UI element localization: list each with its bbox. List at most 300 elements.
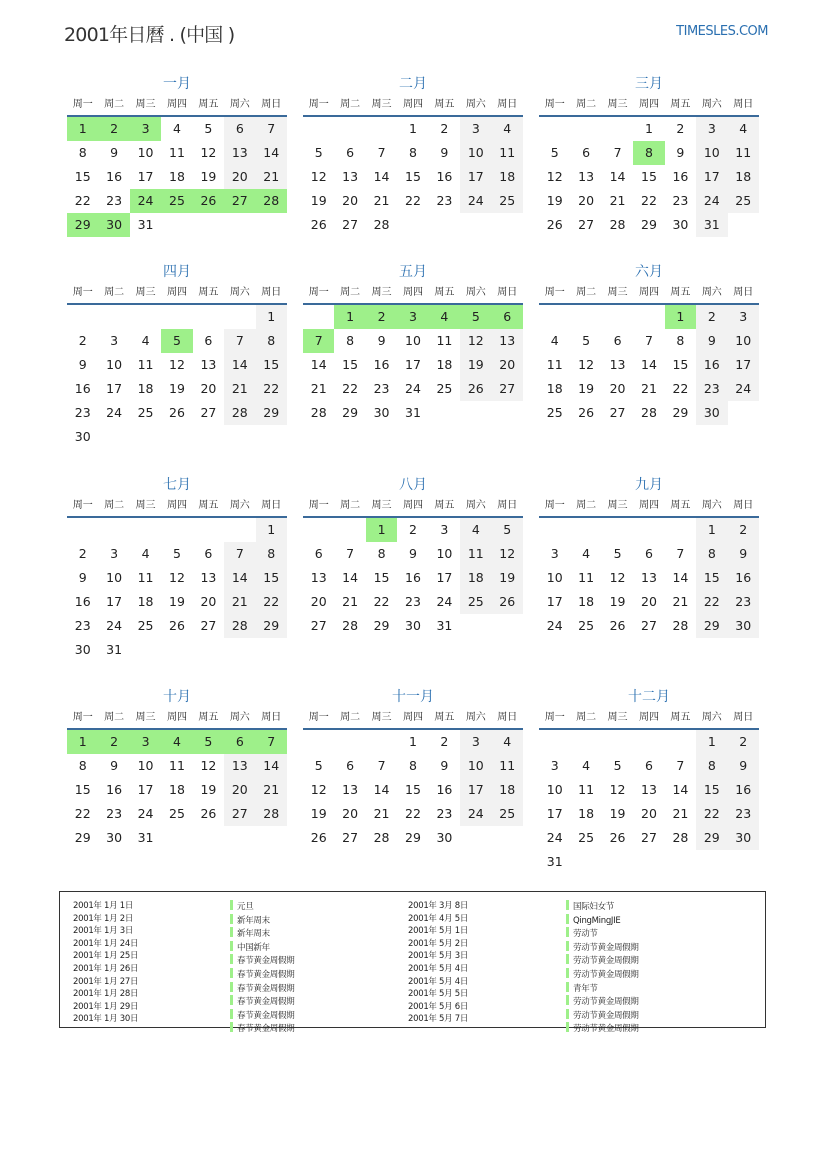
- day-cell[interactable]: 13: [641, 782, 657, 797]
- day-cell[interactable]: 27: [310, 618, 327, 633]
- day-cell[interactable]: 25: [161, 189, 192, 213]
- day-cell[interactable]: 9: [409, 546, 417, 561]
- day-cell[interactable]: 13: [578, 169, 595, 184]
- day-cell[interactable]: 6: [204, 333, 213, 348]
- day-cell[interactable]: 19: [492, 566, 523, 590]
- day-cell[interactable]: 19: [609, 594, 626, 609]
- day-cell[interactable]: 28: [256, 189, 287, 213]
- day-cell[interactable]: 25: [728, 189, 759, 213]
- day-cell[interactable]: 30: [728, 614, 759, 638]
- day-cell[interactable]: 16: [106, 782, 123, 797]
- day-cell[interactable]: 24: [546, 830, 563, 845]
- day-cell[interactable]: 21: [641, 381, 657, 396]
- day-cell[interactable]: 2: [98, 730, 129, 754]
- day-cell[interactable]: 10: [460, 141, 491, 165]
- day-cell[interactable]: 5: [582, 333, 591, 348]
- day-cell[interactable]: 7: [256, 730, 287, 754]
- day-cell[interactable]: 10: [106, 357, 123, 372]
- day-cell[interactable]: 27: [200, 618, 217, 633]
- day-cell[interactable]: 20: [342, 806, 359, 821]
- day-cell[interactable]: 18: [546, 381, 563, 396]
- day-cell[interactable]: 8: [696, 542, 727, 566]
- day-cell[interactable]: 4: [550, 333, 559, 348]
- day-cell[interactable]: 4: [582, 758, 591, 773]
- day-cell[interactable]: 15: [641, 169, 657, 184]
- day-cell[interactable]: 24: [405, 381, 421, 396]
- day-cell[interactable]: 17: [405, 357, 421, 372]
- day-cell[interactable]: 6: [645, 546, 653, 561]
- day-cell[interactable]: 12: [492, 542, 523, 566]
- day-cell[interactable]: 4: [492, 730, 523, 754]
- day-cell[interactable]: 15: [74, 169, 91, 184]
- day-cell[interactable]: 14: [342, 570, 359, 585]
- day-cell[interactable]: 2: [728, 730, 759, 754]
- day-cell[interactable]: 23: [728, 590, 759, 614]
- day-cell[interactable]: 20: [224, 778, 255, 802]
- day-cell[interactable]: 20: [224, 165, 255, 189]
- day-cell[interactable]: 18: [728, 165, 759, 189]
- day-cell[interactable]: 11: [137, 570, 154, 585]
- day-cell[interactable]: 14: [256, 141, 287, 165]
- day-cell[interactable]: 5: [173, 546, 181, 561]
- day-cell[interactable]: 19: [460, 353, 491, 377]
- day-cell[interactable]: 22: [74, 193, 91, 208]
- day-cell[interactable]: 3: [728, 305, 759, 329]
- day-cell[interactable]: 25: [492, 802, 523, 826]
- day-cell[interactable]: 21: [672, 594, 689, 609]
- day-cell[interactable]: 9: [440, 145, 449, 160]
- day-cell[interactable]: 12: [169, 357, 185, 372]
- day-cell[interactable]: 11: [546, 357, 563, 372]
- day-cell[interactable]: 21: [224, 590, 255, 614]
- day-cell[interactable]: 14: [373, 782, 390, 797]
- day-cell[interactable]: 11: [169, 145, 185, 160]
- day-cell[interactable]: 30: [405, 618, 421, 633]
- day-cell[interactable]: 23: [728, 802, 759, 826]
- day-cell[interactable]: 28: [224, 614, 255, 638]
- day-cell[interactable]: 26: [609, 618, 626, 633]
- day-cell[interactable]: 23: [106, 193, 123, 208]
- day-cell[interactable]: 17: [696, 165, 727, 189]
- day-cell[interactable]: 8: [346, 333, 355, 348]
- day-cell[interactable]: 13: [224, 754, 255, 778]
- day-cell[interactable]: 26: [578, 405, 595, 420]
- day-cell[interactable]: 24: [130, 189, 161, 213]
- day-cell[interactable]: 26: [546, 217, 563, 232]
- day-cell[interactable]: 10: [696, 141, 727, 165]
- day-cell[interactable]: 14: [256, 754, 287, 778]
- day-cell[interactable]: 5: [613, 758, 622, 773]
- day-cell[interactable]: 3: [110, 546, 119, 561]
- day-cell[interactable]: 30: [106, 830, 123, 845]
- day-cell[interactable]: 1: [409, 734, 417, 749]
- day-cell[interactable]: 26: [310, 217, 327, 232]
- day-cell[interactable]: 2: [676, 121, 685, 136]
- day-cell[interactable]: 21: [373, 806, 390, 821]
- day-cell[interactable]: 9: [728, 542, 759, 566]
- day-cell[interactable]: 29: [405, 830, 421, 845]
- day-cell[interactable]: 3: [550, 758, 559, 773]
- day-cell[interactable]: 20: [641, 594, 657, 609]
- day-cell[interactable]: 22: [373, 594, 390, 609]
- day-cell[interactable]: 15: [342, 357, 359, 372]
- day-cell[interactable]: 19: [200, 782, 217, 797]
- day-cell[interactable]: 1: [334, 305, 365, 329]
- day-cell[interactable]: 17: [106, 594, 123, 609]
- day-cell[interactable]: 3: [440, 522, 449, 537]
- day-cell[interactable]: 8: [78, 145, 87, 160]
- day-cell[interactable]: 3: [130, 730, 161, 754]
- day-cell[interactable]: 17: [137, 782, 154, 797]
- day-cell[interactable]: 2: [696, 305, 727, 329]
- day-cell[interactable]: 22: [405, 806, 421, 821]
- day-cell[interactable]: 31: [696, 213, 727, 237]
- day-cell[interactable]: 1: [409, 121, 417, 136]
- day-cell[interactable]: 10: [546, 782, 563, 797]
- day-cell[interactable]: 20: [342, 193, 359, 208]
- day-cell[interactable]: 19: [310, 806, 327, 821]
- day-cell[interactable]: 30: [373, 405, 390, 420]
- day-cell[interactable]: 29: [696, 614, 727, 638]
- day-cell[interactable]: 6: [645, 758, 653, 773]
- day-cell[interactable]: 15: [74, 782, 91, 797]
- day-cell[interactable]: 17: [460, 165, 491, 189]
- day-cell[interactable]: 20: [492, 353, 523, 377]
- day-cell[interactable]: 3: [460, 730, 491, 754]
- day-cell[interactable]: 30: [98, 213, 129, 237]
- day-cell[interactable]: 12: [310, 169, 327, 184]
- day-cell[interactable]: 6: [314, 546, 323, 561]
- day-cell[interactable]: 29: [74, 830, 91, 845]
- day-cell[interactable]: 3: [110, 333, 119, 348]
- day-cell[interactable]: 7: [613, 145, 622, 160]
- day-cell[interactable]: 11: [169, 758, 185, 773]
- day-cell[interactable]: 30: [728, 826, 759, 850]
- day-cell[interactable]: 1: [256, 518, 287, 542]
- site-logo[interactable]: TIMESLES.COM: [676, 24, 768, 39]
- day-cell[interactable]: 3: [550, 546, 559, 561]
- day-cell[interactable]: 11: [492, 141, 523, 165]
- day-cell[interactable]: 28: [256, 802, 287, 826]
- day-cell[interactable]: 21: [342, 594, 359, 609]
- day-cell[interactable]: 22: [256, 590, 287, 614]
- day-cell[interactable]: 30: [672, 217, 689, 232]
- day-cell[interactable]: 14: [373, 169, 390, 184]
- day-cell[interactable]: 23: [373, 381, 390, 396]
- day-cell[interactable]: 23: [672, 193, 689, 208]
- day-cell[interactable]: 21: [256, 165, 287, 189]
- day-cell[interactable]: 8: [256, 542, 287, 566]
- day-cell[interactable]: 14: [609, 169, 626, 184]
- day-cell[interactable]: 15: [696, 566, 727, 590]
- day-cell[interactable]: 27: [224, 189, 255, 213]
- day-cell[interactable]: 22: [74, 806, 91, 821]
- day-cell[interactable]: 21: [373, 193, 390, 208]
- day-cell[interactable]: 24: [137, 806, 154, 821]
- day-cell[interactable]: 26: [169, 405, 185, 420]
- day-cell[interactable]: 15: [373, 570, 390, 585]
- day-cell[interactable]: 14: [641, 357, 657, 372]
- day-cell[interactable]: 5: [161, 329, 192, 353]
- day-cell[interactable]: 1: [256, 305, 287, 329]
- day-cell[interactable]: 30: [74, 429, 91, 444]
- day-cell[interactable]: 7: [346, 546, 355, 561]
- day-cell[interactable]: 5: [492, 518, 523, 542]
- day-cell[interactable]: 5: [204, 121, 213, 136]
- day-cell[interactable]: 26: [460, 377, 491, 401]
- day-cell[interactable]: 24: [728, 377, 759, 401]
- day-cell[interactable]: 23: [74, 405, 91, 420]
- day-cell[interactable]: 4: [582, 546, 591, 561]
- day-cell[interactable]: 9: [728, 754, 759, 778]
- day-cell[interactable]: 15: [405, 169, 421, 184]
- day-cell[interactable]: 18: [169, 169, 185, 184]
- day-cell[interactable]: 18: [460, 566, 491, 590]
- day-cell[interactable]: 26: [169, 618, 185, 633]
- day-cell[interactable]: 25: [578, 830, 595, 845]
- day-cell[interactable]: 20: [200, 594, 217, 609]
- day-cell[interactable]: 16: [672, 169, 689, 184]
- day-cell[interactable]: 22: [696, 590, 727, 614]
- day-cell[interactable]: 10: [137, 145, 154, 160]
- day-cell[interactable]: 19: [169, 381, 185, 396]
- day-cell[interactable]: 30: [696, 401, 727, 425]
- day-cell[interactable]: 10: [405, 333, 421, 348]
- day-cell[interactable]: 24: [106, 618, 123, 633]
- day-cell[interactable]: 2: [440, 734, 449, 749]
- day-cell[interactable]: 11: [578, 570, 595, 585]
- day-cell[interactable]: 30: [436, 830, 453, 845]
- day-cell[interactable]: 29: [696, 826, 727, 850]
- day-cell[interactable]: 2: [366, 305, 397, 329]
- day-cell[interactable]: 22: [672, 381, 689, 396]
- day-cell[interactable]: 22: [641, 193, 657, 208]
- day-cell[interactable]: 10: [106, 570, 123, 585]
- day-cell[interactable]: 18: [436, 357, 453, 372]
- day-cell[interactable]: 19: [609, 806, 626, 821]
- day-cell[interactable]: 15: [672, 357, 689, 372]
- day-cell[interactable]: 9: [110, 145, 119, 160]
- day-cell[interactable]: 3: [130, 117, 161, 141]
- day-cell[interactable]: 26: [193, 189, 224, 213]
- day-cell[interactable]: 4: [161, 730, 192, 754]
- day-cell[interactable]: 31: [405, 405, 421, 420]
- day-cell[interactable]: 16: [74, 381, 91, 396]
- day-cell[interactable]: 8: [377, 546, 386, 561]
- day-cell[interactable]: 31: [137, 830, 154, 845]
- day-cell[interactable]: 14: [224, 566, 255, 590]
- day-cell[interactable]: 1: [67, 730, 98, 754]
- day-cell[interactable]: 9: [676, 145, 685, 160]
- day-cell[interactable]: 29: [373, 618, 390, 633]
- day-cell[interactable]: 11: [578, 782, 595, 797]
- day-cell[interactable]: 24: [696, 189, 727, 213]
- day-cell[interactable]: 16: [696, 353, 727, 377]
- day-cell[interactable]: 29: [342, 405, 359, 420]
- day-cell[interactable]: 9: [78, 570, 87, 585]
- day-cell[interactable]: 13: [641, 570, 657, 585]
- day-cell[interactable]: 13: [342, 782, 359, 797]
- day-cell[interactable]: 2: [78, 333, 87, 348]
- day-cell[interactable]: 5: [550, 145, 559, 160]
- day-cell[interactable]: 25: [137, 618, 154, 633]
- day-cell[interactable]: 16: [373, 357, 390, 372]
- day-cell[interactable]: 20: [578, 193, 595, 208]
- day-cell[interactable]: 4: [429, 305, 460, 329]
- day-cell[interactable]: 30: [74, 642, 91, 657]
- day-cell[interactable]: 1: [645, 121, 653, 136]
- day-cell[interactable]: 23: [405, 594, 421, 609]
- day-cell[interactable]: 11: [137, 357, 154, 372]
- day-cell[interactable]: 28: [609, 217, 626, 232]
- day-cell[interactable]: 2: [78, 546, 87, 561]
- day-cell[interactable]: 27: [641, 830, 657, 845]
- day-cell[interactable]: 8: [696, 754, 727, 778]
- day-cell[interactable]: 29: [641, 217, 657, 232]
- day-cell[interactable]: 28: [342, 618, 359, 633]
- day-cell[interactable]: 28: [641, 405, 657, 420]
- day-cell[interactable]: 7: [224, 542, 255, 566]
- day-cell[interactable]: 29: [256, 401, 287, 425]
- day-cell[interactable]: 1: [366, 518, 397, 542]
- day-cell[interactable]: 27: [641, 618, 657, 633]
- day-cell[interactable]: 6: [492, 305, 523, 329]
- day-cell[interactable]: 12: [200, 145, 217, 160]
- day-cell[interactable]: 25: [578, 618, 595, 633]
- day-cell[interactable]: 4: [728, 117, 759, 141]
- day-cell[interactable]: 20: [200, 381, 217, 396]
- day-cell[interactable]: 9: [78, 357, 87, 372]
- day-cell[interactable]: 19: [310, 193, 327, 208]
- day-cell[interactable]: 18: [137, 594, 154, 609]
- day-cell[interactable]: 24: [436, 594, 453, 609]
- day-cell[interactable]: 25: [169, 806, 185, 821]
- day-cell[interactable]: 4: [141, 333, 150, 348]
- day-cell[interactable]: 18: [492, 165, 523, 189]
- day-cell[interactable]: 23: [696, 377, 727, 401]
- day-cell[interactable]: 25: [137, 405, 154, 420]
- day-cell[interactable]: 6: [224, 730, 255, 754]
- day-cell[interactable]: 4: [141, 546, 150, 561]
- day-cell[interactable]: 31: [137, 217, 154, 232]
- day-cell[interactable]: 7: [676, 546, 685, 561]
- day-cell[interactable]: 21: [256, 778, 287, 802]
- day-cell[interactable]: 28: [672, 830, 689, 845]
- day-cell[interactable]: 17: [137, 169, 154, 184]
- day-cell[interactable]: 5: [460, 305, 491, 329]
- day-cell[interactable]: 16: [405, 570, 421, 585]
- day-cell[interactable]: 6: [224, 117, 255, 141]
- day-cell[interactable]: 16: [436, 782, 453, 797]
- day-cell[interactable]: 17: [436, 570, 453, 585]
- day-cell[interactable]: 24: [106, 405, 123, 420]
- day-cell[interactable]: 22: [342, 381, 359, 396]
- day-cell[interactable]: 27: [492, 377, 523, 401]
- day-cell[interactable]: 1: [696, 518, 727, 542]
- day-cell[interactable]: 31: [546, 854, 563, 869]
- day-cell[interactable]: 27: [609, 405, 626, 420]
- day-cell[interactable]: 2: [440, 121, 449, 136]
- day-cell[interactable]: 9: [696, 329, 727, 353]
- day-cell[interactable]: 25: [492, 189, 523, 213]
- day-cell[interactable]: 29: [67, 213, 98, 237]
- day-cell[interactable]: 16: [728, 566, 759, 590]
- day-cell[interactable]: 16: [106, 169, 123, 184]
- day-cell[interactable]: 20: [310, 594, 327, 609]
- day-cell[interactable]: 16: [436, 169, 453, 184]
- day-cell[interactable]: 11: [492, 754, 523, 778]
- day-cell[interactable]: 31: [436, 618, 453, 633]
- day-cell[interactable]: 6: [346, 758, 355, 773]
- day-cell[interactable]: 28: [373, 217, 390, 232]
- day-cell[interactable]: 26: [609, 830, 626, 845]
- day-cell[interactable]: 6: [204, 546, 213, 561]
- day-cell[interactable]: 16: [728, 778, 759, 802]
- day-cell[interactable]: 8: [409, 145, 417, 160]
- day-cell[interactable]: 13: [310, 570, 327, 585]
- day-cell[interactable]: 12: [609, 782, 626, 797]
- day-cell[interactable]: 17: [546, 806, 563, 821]
- day-cell[interactable]: 13: [200, 570, 217, 585]
- day-cell[interactable]: 27: [578, 217, 595, 232]
- day-cell[interactable]: 29: [672, 405, 689, 420]
- day-cell[interactable]: 7: [256, 117, 287, 141]
- day-cell[interactable]: 21: [224, 377, 255, 401]
- day-cell[interactable]: 27: [342, 830, 359, 845]
- day-cell[interactable]: 11: [460, 542, 491, 566]
- day-cell[interactable]: 1: [67, 117, 98, 141]
- day-cell[interactable]: 10: [460, 754, 491, 778]
- day-cell[interactable]: 11: [728, 141, 759, 165]
- day-cell[interactable]: 12: [460, 329, 491, 353]
- day-cell[interactable]: 13: [342, 169, 359, 184]
- day-cell[interactable]: 6: [582, 145, 591, 160]
- day-cell[interactable]: 23: [106, 806, 123, 821]
- day-cell[interactable]: 25: [436, 381, 453, 396]
- day-cell[interactable]: 16: [74, 594, 91, 609]
- day-cell[interactable]: 24: [460, 802, 491, 826]
- day-cell[interactable]: 8: [633, 141, 664, 165]
- day-cell[interactable]: 7: [224, 329, 255, 353]
- day-cell[interactable]: 3: [696, 117, 727, 141]
- day-cell[interactable]: 20: [641, 806, 657, 821]
- day-cell[interactable]: 17: [728, 353, 759, 377]
- day-cell[interactable]: 8: [409, 758, 417, 773]
- day-cell[interactable]: 6: [613, 333, 622, 348]
- day-cell[interactable]: 5: [314, 145, 323, 160]
- day-cell[interactable]: 7: [676, 758, 685, 773]
- day-cell[interactable]: 10: [728, 329, 759, 353]
- day-cell[interactable]: 13: [200, 357, 217, 372]
- day-cell[interactable]: 23: [74, 618, 91, 633]
- day-cell[interactable]: 17: [460, 778, 491, 802]
- day-cell[interactable]: 12: [546, 169, 563, 184]
- day-cell[interactable]: 10: [137, 758, 154, 773]
- day-cell[interactable]: 8: [676, 333, 685, 348]
- day-cell[interactable]: 24: [460, 189, 491, 213]
- day-cell[interactable]: 24: [546, 618, 563, 633]
- day-cell[interactable]: 18: [137, 381, 154, 396]
- day-cell[interactable]: 3: [460, 117, 491, 141]
- day-cell[interactable]: 13: [609, 357, 626, 372]
- day-cell[interactable]: 7: [303, 329, 334, 353]
- day-cell[interactable]: 9: [110, 758, 119, 773]
- day-cell[interactable]: 2: [728, 518, 759, 542]
- day-cell[interactable]: 27: [224, 802, 255, 826]
- day-cell[interactable]: 2: [98, 117, 129, 141]
- day-cell[interactable]: 9: [440, 758, 449, 773]
- day-cell[interactable]: 7: [645, 333, 653, 348]
